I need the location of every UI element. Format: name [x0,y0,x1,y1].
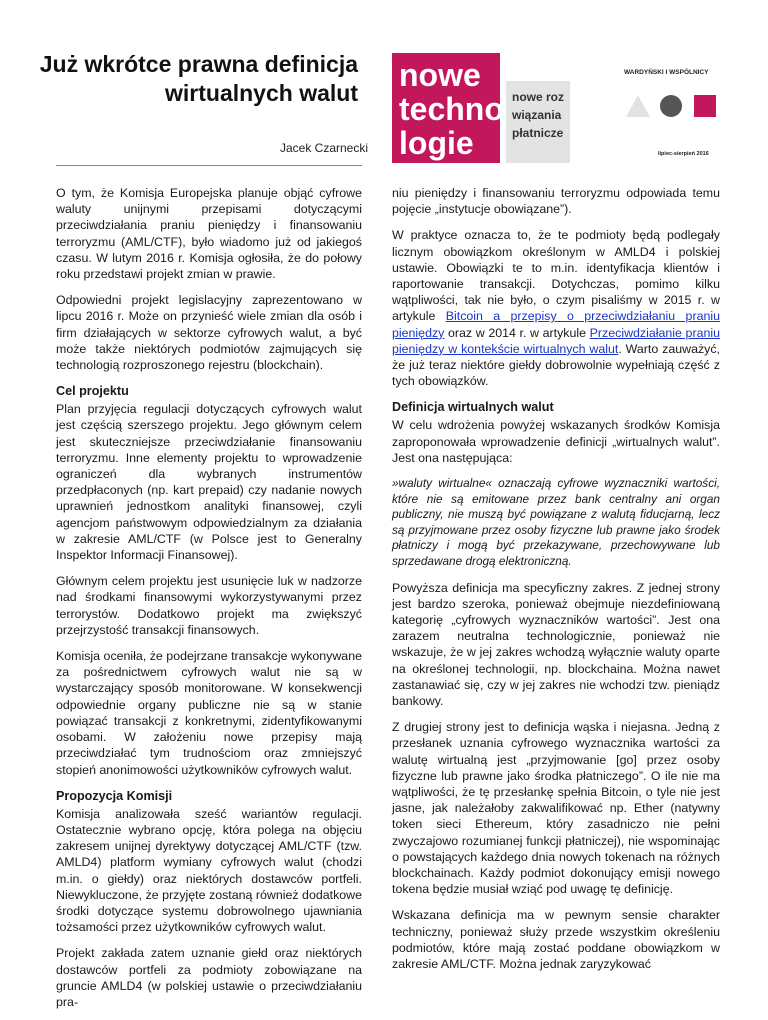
right-paragraph-3: W celu wdrożenia powyżej wskazanych środków Komisja zaproponowała wprowadzenie definicji „wirtualnych walut”. Jest ona następująca: [392,418,720,465]
header-divider [56,165,362,166]
title-line-1: Już wkrótce prawna definicja [39,51,358,77]
left-paragraph-3: Plan przyjęcia regulacji dotyczących cyfrowych walut jest częścią szerszego projektu. Jego głównym celem jest skuteczniejsze przeciwdziałanie finansowaniu terroryzmu. Inne elementy projektu to wprowadzenie ograniczeń dla wybranych instrumentów przedpłaconych (np. kart prepaid) czy nadanie nowych uprawnień jednostkom analityki finansowej, czyli agencjom państwowym odpowiedzialnym za działania w zakresie AML/CTF (w Polsce jest to Generalny Inspektor Informacji Finansowej). [56,402,362,563]
article-title [0,50,358,108]
definition-quote: »waluty wirtualne« oznaczają cyfrowe wyznaczniki wartości, które nie są emitowane przez bank centralny ani organ publiczny, nie muszą być powiązane z walutą fiducjarną, lecz są przyjmowane przez osoby fizyczne lub prawne jako środek płatniczy i mogą być przekazywane, przechowywane lub sprzedawane drogą elektroniczną. [392,476,720,569]
right-paragraph-1: niu pieniędzy i finansowaniu terroryzmu odpowiada temu pojęcie „instytucje obowiązane”). [392,186,720,217]
link-aml-virtual-currencies-article[interactable]: Przeciwdziałanie praniu pieniędzy w kontekście wirtualnych walut [392,325,721,356]
right-paragraph-6: Wskazana definicja ma w pewnym sensie charakter techniczny, ponieważ służy przede wszystkim określeniu podmiotów, które mają zostać poddane obowiązkom w zakresie AML/CTF. Można jednak zaryzykować [392,908,720,972]
left-paragraph-7: Projekt zakłada zatem uznanie giełd oraz niektórych dostawców portfeli za podmioty zobowiązane na gruncie AMLD4 (w polskiej ustawie o przeciwdziałaniu pra- [56,946,362,1009]
heading-propozycja-komisji: Propozycja Komisji [56,788,173,803]
circle-icon [660,95,682,117]
right-paragraph-5: Z drugiej strony jest to definicja wąska i niejasna. Jedną z przesłanek uznania cyfrowego wyznacznika wartości za walutę wirtualną jest „przyjmowanie [go] przez osoby fizyczne lub prawne jako środka płatniczego”. O ile nie ma wątpliwości, że tę przesłankę spełnia Bitcoin, o tyle nie jest jasne, jak należałoby zakwalifikować np. Ether (natywny token sieci Ethereum, który zasadniczo nie pełni zwyczajowo rozumianej funkcji płatniczej), nie wspominając o powstających każdego dnia nowych tokenach na różnych blockchainach. Każdy podmiot dokonujący emisji nowego tokena będzie musiał wziąć pod uwagę tę definicję. [392,720,720,897]
right-paragraph-2-part-b: oraz w 2014 r. w artykule [444,325,590,340]
left-paragraph-4: Głównym celem projektu jest usunięcie luk w nadzorze nad środkami finansowymi wykorzystywanymi przez terrorystów. Dodatkowo projekt ma zwiększyć przejrzystość transakcji finansowych. [56,574,362,637]
right-paragraph-2-part-c: . Warto zauważyć, że już teraz niektóre giełdy dobrowolnie wypełniają część z tych obowiązków. [392,341,720,389]
right-column [392,185,720,982]
left-paragraph-1: O tym, że Komisja Europejska planuje objąć cyfrowe waluty unijnymi przepisami dotyczącymi przeciwdziałania praniu pieniędzy i finansowaniu terroryzmu (AML/CTF), było wiadomo już od jakiegoś czasu. W lutym 2016 r. Komisja ogłosiła, że do połowy roku przedstawi projekt zmian w prawie. [56,186,362,282]
heading-definicja-wirtualnych-walut: Definicja wirtualnych walut [392,400,554,415]
right-paragraph-2-part-a: W praktyce oznacza to, że te podmioty będą podlegały licznym obowiązkom określonym w AMLD4 i polskiej ustawie. Obowiązki te to m.in. identyfikacja klientów i raportowanie transakcji. Dotychczas, pomimo kilku wątpliwości, tak nie było, o czym pisaliśmy w 2015 r. w artykule [392,228,720,324]
author-name: Jacek Czarnecki [279,141,368,155]
banner-word-3: logie [399,125,474,161]
banner-sub-2: wiązania [512,108,562,122]
banner-date: lipiec-sierpień 2016 [658,151,709,157]
banner-sub-1: nowe roz [512,90,565,104]
left-paragraph-5: Komisja oceniła, że podejrzane transakcje wykonywane za pośrednictwem cyfrowych walut nie są w wystarczający sposób monitorowane. W konsekwencji odpowiednie organy publiczne nie są w stanie powiązać transakcji z konkretnymi, zidentyfikowanymi osobami. W założeniu nowe przepisy mają przeciwdziałać tym trudnościom oraz zmniejszyć stopień anonimowości użytkowników cyfrowych walut. [56,649,362,777]
left-paragraph-6: Komisja analizowała sześć wariantów regulacji. Ostatecznie wybrano opcję, która polega na objęciu zakresem unijnej dyrektywy dotyczącej AML/CTF (tzw. AMLD4) platform wymiany cyfrowych walut (chodzi m.in. o giełdy) oraz niektórych dostawców portfeli. Niewykluczone, że przyjęte zostaną również dodatkowe środki dotyczące systemu dobrowolnego ujawniania tożsamości przez użytkowników cyfrowych walut. [56,806,362,935]
left-paragraph-2: Odpowiedni projekt legislacyjny zaprezentowano w lipcu 2016 r. Może on przynieść wiele zmian dla osób i firm działających w sektorze cyfrowych walut, a być może także niektórych podmiotów zajmujących się technologią rozproszonego rejestru (blockchain). [56,293,362,373]
left-column [56,185,362,1020]
banner-word-1: nowe [399,57,481,93]
banner-word-2: techno [399,91,504,127]
newsletter-banner [392,53,720,163]
triangle-icon [626,95,650,117]
banner-sub-3: płatnicze [512,126,564,140]
square-icon [694,95,716,117]
heading-cel-projektu: Cel projektu [56,384,129,399]
right-paragraph-2 [392,227,720,389]
right-paragraph-4: Powyższa definicja ma specyficzny zakres. Z jednej strony jest bardzo szeroka, ponieważ obejmuje niezdefiniowaną kategorię „cyfrowych wyznaczników wartości”. Jest ona zarazem neutralna technologicznie, ponieważ nie wskazuje, że w jej zakres wchodzą wyłącznie waluty oparte na określonej technologii, np. blockchaina. Można nawet zastanawiać się, czy w jej zakres nie wchodzi tzw. pieniądz bankowy. [392,580,720,709]
banner-firm: WARDYŃSKI I WSPÓLNICY [624,69,709,76]
title-line-2: wirtualnych walut [165,80,358,106]
link-bitcoin-aml-article[interactable]: Bitcoin a przepisy o przeciwdziałaniu praniu pieniędzy [392,309,720,340]
